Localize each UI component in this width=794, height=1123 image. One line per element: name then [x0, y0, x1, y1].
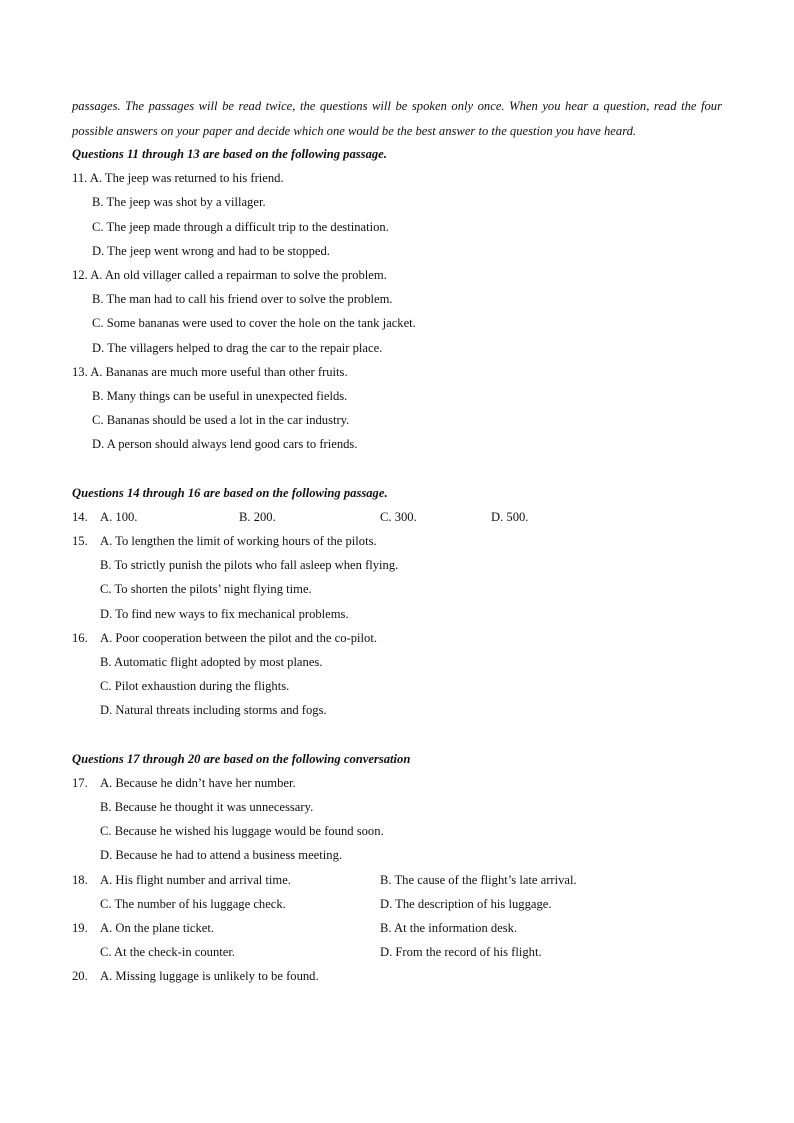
option-c: C. Bananas should be used a lot in the car industry.	[92, 413, 350, 428]
section-heading-17-20: Questions 17 through 20 are based on the following conversation	[72, 751, 411, 766]
option-b: B. Because he thought it was unnecessary.	[100, 800, 314, 815]
option-b: B. At the information desk.	[380, 921, 518, 935]
option-d: D. Natural threats including storms and fogs.	[100, 703, 327, 718]
question-number: 16.	[72, 630, 88, 645]
question-18	[72, 868, 722, 892]
option-a: A. Poor cooperation between the pilot and the co-pilot.	[100, 630, 377, 645]
section-spacer	[72, 456, 722, 480]
option-c: C. Some bananas were used to cover the hole on the tank jacket.	[92, 316, 416, 331]
question-18-row2	[72, 892, 722, 916]
option-b: B. Many things can be useful in unexpected fields.	[92, 388, 348, 403]
question-number: 14.	[72, 509, 88, 524]
question-19	[72, 916, 722, 940]
option-c: C. At the check-in counter.	[100, 945, 235, 960]
section-heading-11-13: Questions 11 through 13 are based on the following passage.	[72, 147, 387, 161]
question-13	[72, 360, 722, 384]
question-number: 19.	[72, 921, 88, 935]
section-heading-14-16: Questions 14 through 16 are based on the following passage.	[72, 485, 388, 500]
question-15	[72, 529, 722, 553]
instructions-text: passages. The passages will be read twice, the questions will be spoken only once. When you hear a question, read the four possible answers on your paper and decide which one would be the best answer to the question you have heard.	[72, 99, 722, 138]
option-c: C. To shorten the pilots’ night flying time.	[100, 582, 312, 597]
option-c: C. The jeep made through a difficult trip to the destination.	[92, 219, 389, 234]
question-14	[72, 505, 722, 529]
option-c: C. 300.	[380, 509, 417, 524]
option-a: A. His flight number and arrival time.	[100, 872, 291, 887]
option-a: A. Missing luggage is unlikely to be found.	[100, 969, 319, 984]
option-c: C. The number of his luggage check.	[100, 896, 286, 911]
question-number: 15.	[72, 534, 88, 548]
option-d: D. Because he had to attend a business meeting.	[100, 848, 343, 863]
option-d: D. From the record of his flight.	[380, 945, 542, 960]
question-11	[72, 166, 722, 190]
option-a: A. Bananas are much more useful than other fruits.	[90, 364, 348, 379]
option-a: A. The jeep was returned to his friend.	[89, 171, 284, 186]
option-d: D. The villagers helped to drag the car to the repair place.	[92, 340, 383, 355]
option-c: C. Because he wished his luggage would be found soon.	[100, 824, 384, 839]
option-d: D. The description of his luggage.	[380, 896, 552, 911]
option-b: B. Automatic flight adopted by most planes.	[100, 654, 323, 669]
option-d: D. The jeep went wrong and had to be stopped.	[92, 243, 330, 258]
question-16	[72, 626, 722, 650]
option-b: B. 200.	[239, 509, 276, 524]
option-b: B. The jeep was shot by a villager.	[92, 195, 266, 210]
option-d: D. To find new ways to fix mechanical problems.	[100, 606, 349, 621]
question-number: 20.	[72, 969, 88, 984]
section-spacer	[72, 723, 722, 747]
question-19-row2	[72, 940, 722, 964]
question-number: 12.	[72, 267, 88, 282]
option-b: B. To strictly punish the pilots who fall asleep when flying.	[100, 558, 399, 573]
option-a: A. 100.	[100, 509, 138, 524]
option-b: B. The cause of the flight’s late arrival.	[380, 872, 577, 887]
option-a: A. An old villager called a repairman to solve the problem.	[90, 267, 387, 282]
exam-page	[72, 94, 722, 989]
option-d: D. 500.	[491, 509, 529, 524]
option-a: A. To lengthen the limit of working hours of the pilots.	[100, 534, 377, 548]
option-d: D. A person should always lend good cars to friends.	[92, 437, 358, 452]
question-12	[72, 263, 722, 287]
option-a: A. Because he didn’t have her number.	[100, 775, 296, 790]
question-number: 11.	[72, 171, 88, 186]
question-20	[72, 964, 722, 988]
option-b: B. The man had to call his friend over to solve the problem.	[92, 292, 393, 307]
question-17	[72, 771, 722, 795]
question-number: 18.	[72, 872, 88, 887]
option-a: A. On the plane ticket.	[100, 921, 215, 935]
option-c: C. Pilot exhaustion during the flights.	[100, 679, 290, 694]
question-number: 17.	[72, 775, 88, 790]
question-number: 13.	[72, 364, 88, 379]
